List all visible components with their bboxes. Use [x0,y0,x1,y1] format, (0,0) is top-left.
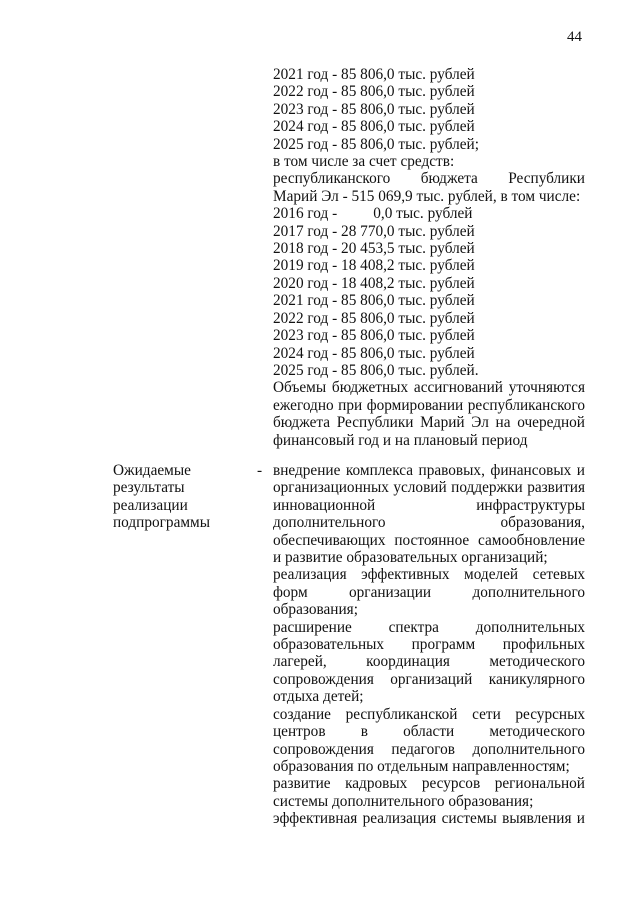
financing-line: 2025 год - 85 806,0 тыс. рублей; [273,135,479,153]
result-item: реализация эффективных моделей сетевых форм организации дополнительного образования; [273,566,585,619]
expected-results-label [113,462,253,532]
year-label: 2016 год - [273,205,338,223]
label-line: подпрограммы [113,514,211,532]
financing-line: 2024 год - 85 806,0 тыс. рублей [273,118,475,136]
label-line: результаты [113,479,185,497]
republic-budget-total: Марий Эл - 515 069,9 тыс. рублей, в том числе: [273,187,581,205]
allocation-note: Объемы бюджетных ассигнований уточняются ежегодно при формировании республиканского бюджета Республики Марий Эл на очередной финансовый год и на плановый период [273,379,585,449]
result-item: внедрение комплекса правовых, финансовых и организационных условий поддержки развития инновационной инфраструктуры дополнительного образования, обеспечивающих постоянное самообновление и развитие образовательных организаций; [273,462,585,567]
separator-dash: - [257,462,263,479]
result-item: развитие кадровых ресурсов региональной системы дополнительного образования; [273,775,585,810]
republic-year-line [273,205,585,222]
result-item: расширение спектра дополнительных образовательных программ профильных лагерей, координация методического сопровождения организаций каникулярного отдыха детей; [273,618,585,706]
financing-volume-block [273,66,585,449]
republic-year-line: 2020 год - 18 408,2 тыс. рублей [273,274,475,292]
republic-year-line: 2025 год - 85 806,0 тыс. рублей. [273,361,479,379]
year-amount: 0,0 тыс. рублей [373,205,473,223]
page-number: 44 [567,29,582,45]
republic-year-line: 2017 год - 28 770,0 тыс. рублей [273,222,475,240]
label-line: Ожидаемые [113,462,191,479]
result-item: создание республиканской сети ресурсных центров в области методического сопровождения педагогов дополнительного образования по отдельным направленностям; [273,705,585,775]
republic-year-line: 2024 год - 85 806,0 тыс. рублей [273,344,475,362]
republic-year-line: 2021 год - 85 806,0 тыс. рублей [273,292,475,310]
republic-budget-line: республиканского бюджета Республики [273,170,585,188]
republic-year-line: 2019 год - 18 408,2 тыс. рублей [273,257,475,275]
expected-results-list [273,462,585,828]
financing-line: 2022 год - 85 806,0 тыс. рублей [273,83,475,101]
republic-year-line: 2022 год - 85 806,0 тыс. рублей [273,309,475,327]
republic-year-line: 2018 год - 20 453,5 тыс. рублей [273,240,475,258]
financing-line: 2021 год - 85 806,0 тыс. рублей [273,66,475,83]
financing-line: 2023 год - 85 806,0 тыс. рублей [273,100,475,118]
label-line: реализации [113,496,188,514]
republic-year-line: 2023 год - 85 806,0 тыс. рублей [273,327,475,345]
result-item: эффективная реализация системы выявления и [273,810,585,828]
financing-line: в том числе за счет средств: [273,153,455,171]
